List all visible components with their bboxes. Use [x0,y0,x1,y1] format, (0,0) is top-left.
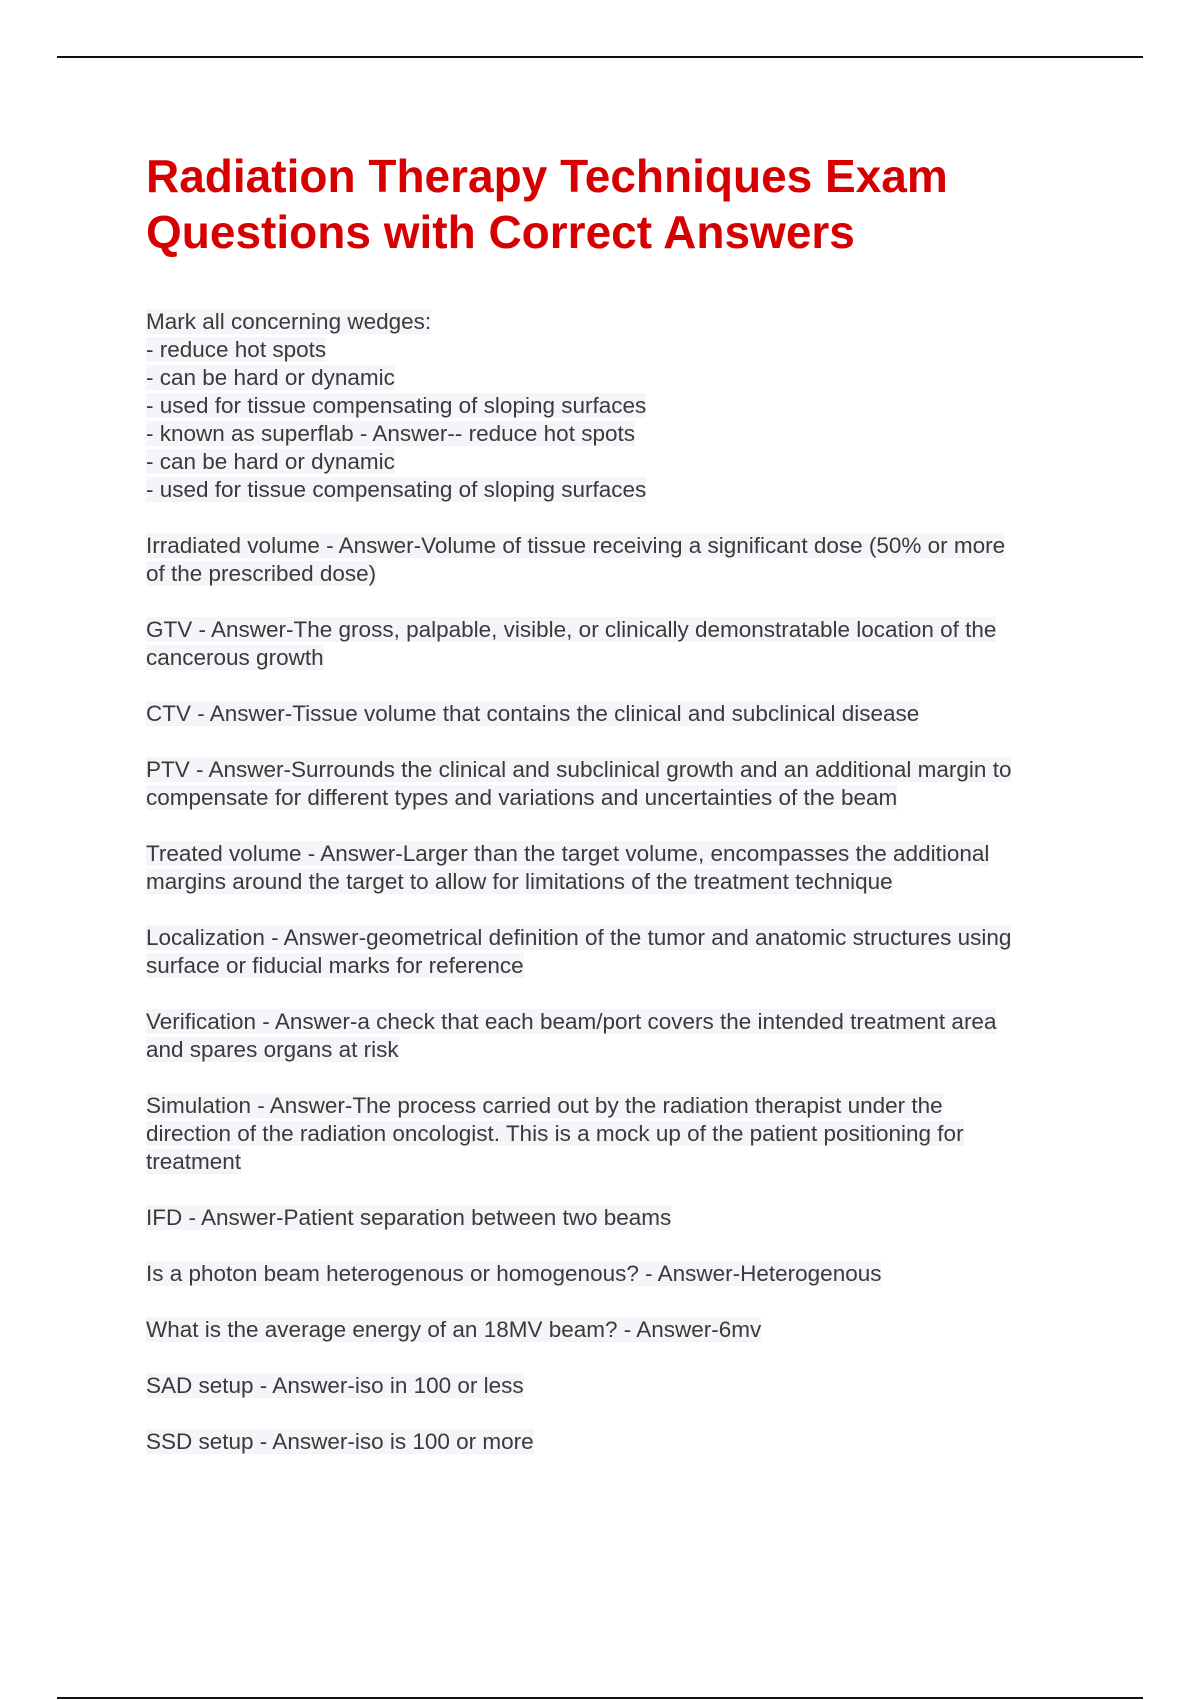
title-line-2: Questions with Correct Answers [146,206,855,258]
qa-item-average-energy: What is the average energy of an 18MV beam? - Answer-6mv [146,1317,762,1342]
qa-item-simulation: Simulation - Answer-The process carried out by the radiation therapist under the direction of the radiation oncologist. This is a mock up of the patient positioning for treatment [146,1093,964,1174]
qa-item-ctv: CTV - Answer-Tissue volume that contains the clinical and subclinical disease [146,701,920,726]
top-rule [57,56,1143,58]
qa-item-sad-setup: SAD setup - Answer-iso in 100 or less [146,1373,524,1398]
document-title [146,148,1086,260]
qa-item-wedges: Mark all concerning wedges: - reduce hot spots - can be hard or dynamic - used for tissue compensating of sloping surfaces - known as superflab - Answer-- reduce hot spots - can be hard or dynamic - used for tissue compensating of sloping surfaces [146,309,647,502]
title-line-1: Radiation Therapy Techniques Exam [146,150,948,202]
qa-item-treated-volume: Treated volume - Answer-Larger than the target volume, encompasses the additional margins around the target to allow for limitations of the treatment technique [146,841,990,894]
bottom-rule [57,1697,1143,1699]
qa-item-photon-beam: Is a photon beam heterogenous or homogenous? - Answer-Heterogenous [146,1261,882,1286]
document-body [146,148,1086,1484]
qa-list [146,308,1086,1456]
qa-item-irradiated-volume: Irradiated volume - Answer-Volume of tissue receiving a significant dose (50% or more of the prescribed dose) [146,533,1006,586]
qa-item-verification: Verification - Answer-a check that each beam/port covers the intended treatment area and spares organs at risk [146,1009,997,1062]
qa-item-ssd-setup: SSD setup - Answer-iso is 100 or more [146,1429,534,1454]
qa-item-localization: Localization - Answer-geometrical definition of the tumor and anatomic structures using surface or fiducial marks for reference [146,925,1012,978]
qa-item-gtv: GTV - Answer-The gross, palpable, visible, or clinically demonstratable location of the cancerous growth [146,617,997,670]
qa-item-ifd: IFD - Answer-Patient separation between two beams [146,1205,672,1230]
qa-item-ptv: PTV - Answer-Surrounds the clinical and subclinical growth and an additional margin to compensate for different types and variations and uncertainties of the beam [146,757,1012,810]
